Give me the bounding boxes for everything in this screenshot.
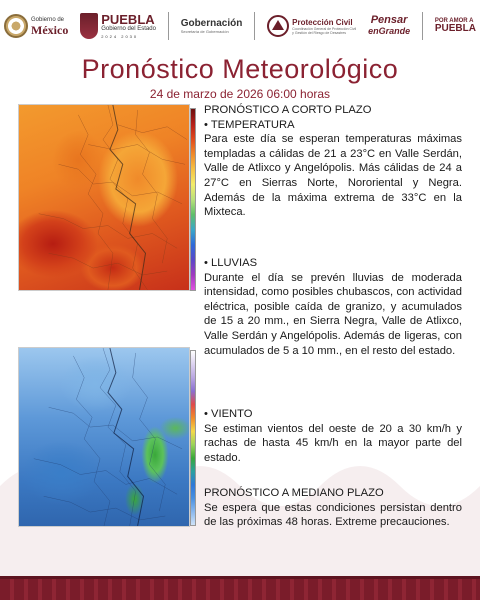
wind-heading: • VIENTO [204,408,253,420]
logo-divider [168,12,169,40]
pensar-line2: enGrande [368,26,411,36]
gobernacion-sub: Secretaría de Gobernación [180,29,229,34]
logo-por-amor-a-puebla [435,18,476,34]
proteccion-civil-icon [267,15,289,37]
footer-pattern-bar [0,576,480,600]
gobernacion-title: Gobernación [180,18,243,29]
temperature-text: Para este día se esperan temperaturas máximas templadas a cálidas de 21 a 23°C en Valle Serdán, Valle de Atlixco y Angelópolis. Más cálidas de 24 a 27°C en Sierras Norte, Nororiental y Negra. Además de la máxima extrema de 33°C en la Mixteca. [204,133,462,219]
logo-divider [254,12,255,40]
proteccion-sub2: y Gestión del Riesgo de Desastres [292,30,347,35]
logo-divider [422,12,423,40]
puebla-logo-big: PUEBLA [101,11,155,27]
municipal-borders [19,105,189,290]
puebla-crest-icon [80,13,98,39]
puebla-logo-sub: Gobierno del Estado [101,25,156,32]
medium-term-heading: PRONÓSTICO A MEDIANO PLAZO [204,487,384,499]
page-title: Pronóstico Meteorológico [81,54,399,84]
logo-puebla [80,13,156,40]
wind-block [204,407,462,465]
precipitation-colorbar [190,350,196,526]
logo-pensar-en-grande [368,15,410,37]
medium-term-block [204,486,462,530]
mexico-seal-icon [4,14,28,38]
temperature-map-image [18,104,190,291]
amor-big: PUEBLA [434,23,476,34]
mexico-logo-top: Gobierno de [31,16,65,23]
logo-gobernacion [181,18,243,34]
wind-text: Se estiman vientos del oeste de 20 a 30 km/h y rachas de hasta 45 km/h en la mayor parte del estado. [204,422,462,464]
proteccion-sub1: Coordinación General de Protección Civil [292,26,357,31]
logo-proteccion-civil [267,15,356,37]
puebla-logo-years: 2024 2030 [101,33,139,39]
short-term-heading: PRONÓSTICO A CORTO PLAZO [204,104,372,116]
logo-gobierno-mexico [4,14,68,38]
temperature-colorbar [190,108,196,291]
amor-top: POR AMOR A [434,18,474,24]
header-logos [4,8,476,44]
precipitation-map-image [18,347,190,527]
forecast-date: 24 de marzo de 2026 06:00 horas [149,87,331,101]
pensar-line1: Pensar [370,14,408,26]
rain-block [204,256,462,358]
proteccion-title: Protección Civil [292,17,353,27]
rain-text: Durante el día se prevén lluvias de moderada intensidad, como posibles chubascos, con actividad eléctrica, posible caída de granizo, y acumulados de 15 a 20 mm., en Sierra Negra, Valle de Atlixco, Valle Serdán y Angelópolis. Además de ligeras, con acumulados de 5 a 10 mm., en el resto del estado. [204,271,462,357]
short-term-block [204,103,462,220]
rain-heading: • LLUVIAS [204,257,258,269]
municipal-borders [19,348,189,526]
temperature-heading: • TEMPERATURA [204,118,295,131]
medium-term-text: Se espera que estas condiciones persistan dentro de las próximas 48 horas. Extreme precauciones. [204,501,462,529]
mexico-logo-big: México [31,22,69,37]
